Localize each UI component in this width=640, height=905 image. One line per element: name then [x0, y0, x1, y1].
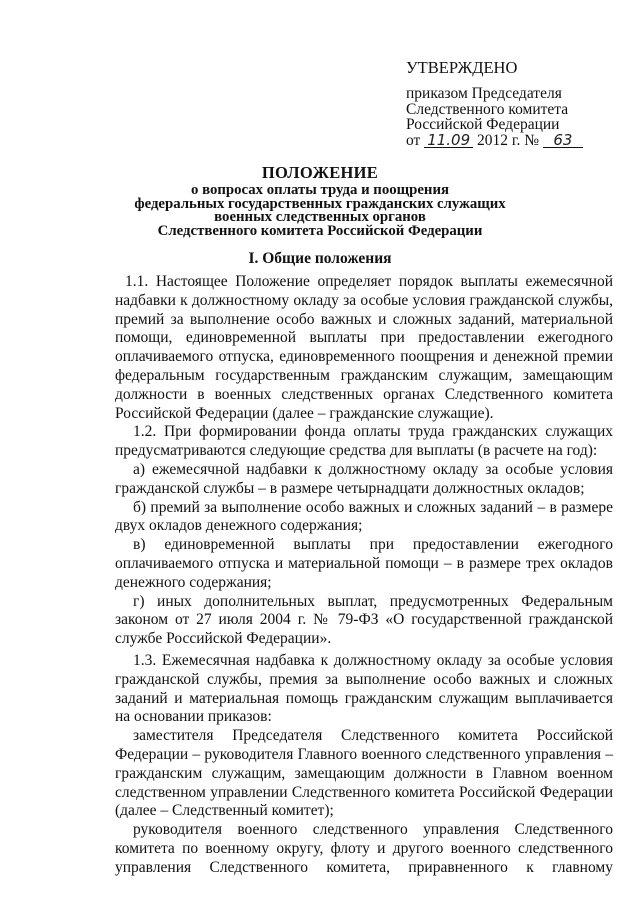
list-item-b: б) премий за выполнение особо важных и сложных заданий – в размере двух окладов денежного содержания; [115, 498, 613, 535]
paragraph-1-3: 1.3. Ежемесячная надбавка к должностному окладу за особые условия гражданской службы, премия за выполнение особо важных и сложных заданий и материальная помощь гражданским служащим выплачивается на основании приказов: [115, 651, 613, 726]
list-item-a: а) ежемесячной надбавки к должностному окладу за особые условия гражданской службы – в размере четырнадцати должностных окладов; [115, 460, 613, 497]
list-item-g: г) иных дополнительных выплат, предусмотренных Федеральным законом от 27 июля 2004 г. № 79-ФЗ «О государственной гражданской службе Российской Федерации». [115, 592, 613, 648]
list-item-v: в) единовременной выплаты при предоставлении ежегодного оплачиваемого отпуска и материальной помощи – в размере трех окладов денежного содержания; [115, 536, 613, 591]
subtitle-line-3: военных следственных органов [214, 209, 426, 226]
order-deputy-chairman: заместителя Председателя Следственного комитета Российской Федерации – руководителя Главного военного следственного управления – гражданским служащим, замещающим должности в Главном военном следственном управлении Следственного комитета Российской Федерации (далее – Следственный комитет); [115, 727, 613, 820]
approval-block [406, 86, 583, 148]
date-suffix: 2012 г. № [477, 131, 540, 149]
document-title: ПОЛОЖЕНИЕ [261, 163, 379, 182]
subtitle-line-1: о вопросах оплаты труда и поощрения [191, 182, 449, 198]
paragraph-1-2: 1.2. При формировании фонда оплаты труда гражданских служащих предусматриваются следующие средства для выплаты (в расчете на год): [115, 423, 613, 460]
paragraph-1-1: 1.1. Настоящее Положение определяет порядок выплаты ежемесячной надбавки к должностному окладу за особые условия гражданской службы, премий за выполнение особо важных и сложных заданий, материальной помощи, единовременной выплаты при предоставлении ежегодного оплачиваемого отпуска, единовременного поощрения и денежной премии федеральным государственным гражданским служащим, замещающим должности в военных следственных органах Следственного комитета Российской Федерации (далее – гражданские служащие). [115, 273, 613, 422]
approval-date-line [406, 130, 583, 149]
subtitle-line-2: федеральных государственных гражданских служащих [134, 195, 506, 212]
handwritten-date: 11.09 [424, 134, 473, 148]
subtitle-line-4: Следственного комитета Российской Федерации [157, 222, 483, 239]
approval-heading: УТВЕРЖДЕНО [406, 58, 518, 77]
approval-line-2: Следственного комитета [406, 100, 569, 118]
approval-line-3: Российской Федерации [406, 116, 560, 133]
approval-line-1: приказом Председателя [406, 85, 562, 102]
document-body [115, 273, 613, 878]
handwritten-order-number: 63 [543, 134, 583, 148]
section-heading: I. Общие положения [248, 250, 392, 267]
document-subtitle [0, 184, 640, 238]
order-military-department-head: руководителя военного следственного управления Следственного комитета по военному округу, флоту и другого военного следственного управления Следственного комитета, приравненного к главному [115, 821, 613, 876]
date-prefix: от [406, 131, 421, 149]
